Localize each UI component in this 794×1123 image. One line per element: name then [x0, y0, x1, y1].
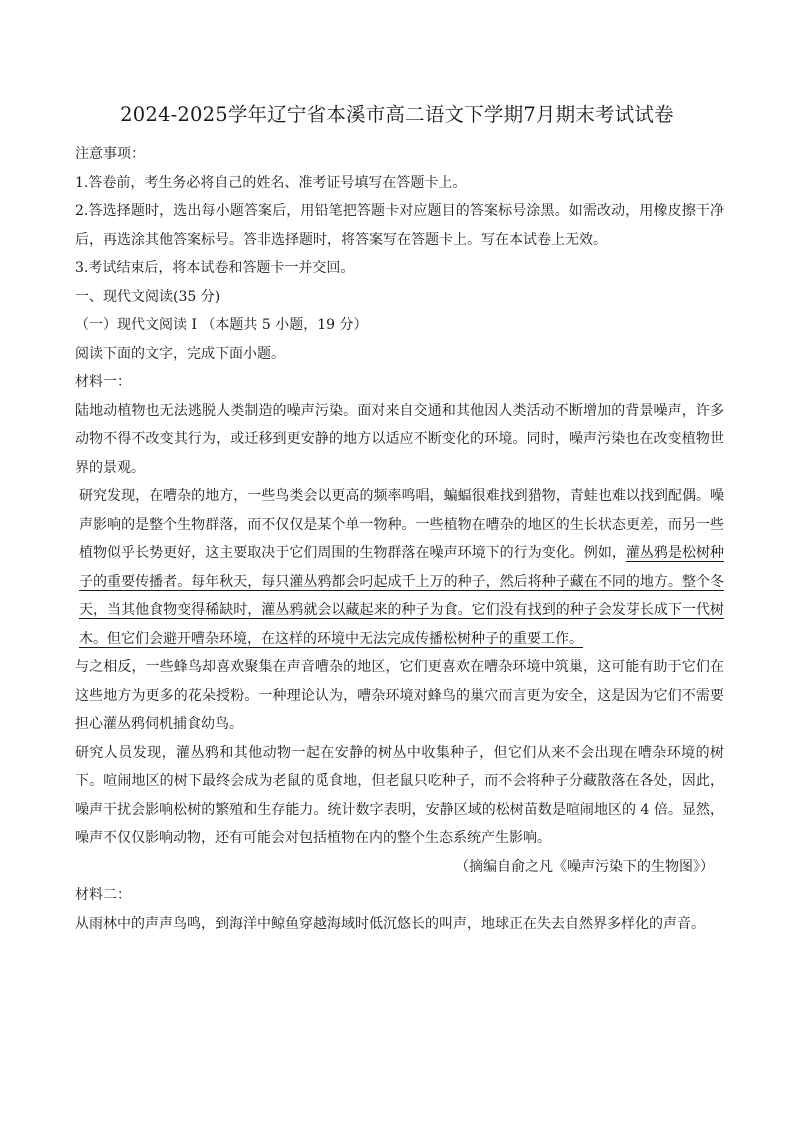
material-1-paragraph-4: 研究人员发现，灌丛鸦和其他动物一起在安静的树丛中收集种子，但它们从来不会出现在嘈杂环境的树下。喧闹地区的树下最终会成为老鼠的觅食地，但老鼠只吃种子，而不会将种子分藏散落在各处，因此，噪声干扰会影响松树的繁殖和生存能力。统计数字表明，安静区域的松树苗数是喧闹地区的 4 倍。显然，噪声不仅仅影响动物，还有可能会对包括植物在内的整个生态系统产生影响。: [75, 744, 724, 846]
material-1-paragraph-3: 与之相反，一些蜂鸟却喜欢聚集在声音嘈杂的地区，它们更喜欢在嘈杂环境中筑巢，这可能有助于它们在这些地方为更多的花朵授粉。一种理论认为，嘈杂环境对蜂鸟的巢穴而言更为安全，这是因为它们不需要担心灌丛鸦伺机捕食幼鸟。: [75, 659, 724, 732]
material-1-label: 材料一：: [75, 374, 131, 390]
sub-section-heading: （一）现代文阅读 I （本题共 5 小题，19 分）: [75, 317, 368, 333]
material-1-source: （摘编自俞之凡《噪声污染下的生物图》）: [455, 858, 714, 875]
instruction-text: 阅读下面的文字，完成下面小题。: [75, 345, 285, 362]
material-2-label: 材料二：: [75, 887, 131, 903]
underlined-passage: 灌丛鸦是松树种子的重要传播者。每年秋天，每只灌丛鸦都会叼起成千上万的种子，然后将种子藏在不同的地方。整个冬天，当其他食物变得稀缺时，灌丛鸦就会以藏起来的种子为食。它们没有找到的种子会发芽长成下一代树木。但它们会避开嘈杂环境，在这样的环境中无法完成传播松树种子的重要工作。: [79, 545, 725, 647]
notice-heading: 注意事项：: [75, 146, 145, 162]
paragraph-text: 研究发现，在嘈杂的地方，一些鸟类会以更高的频率鸣唱，蝙蝠很难找到猎物，青蛙也难以找到配偶。噪声影响的是整个生物群落，而不仅仅是某个单一物种。一些植物在嘈杂的地区的生长状态更差，而另一些植物似乎长势更好，这主要取决于它们周围的生物群落在噪声环境下的行为变化。例如，: [79, 488, 724, 561]
material-2-paragraph-1: 从雨林中的声声鸟鸣，到海洋中鲸鱼穿越海域时低沉悠长的叫声，地球正在失去自然界多样化的声音。: [75, 915, 705, 932]
document-body: [75, 140, 724, 938]
notice-item-2: 2.答选择题时，选出每小题答案后，用铅笔把答题卡对应题目的答案标号涂黑。如需改动，用橡皮擦干净后，再选涂其他答案标号。答非选择题时，将答案写在答题卡上。写在本试卷上无效。: [75, 203, 724, 248]
notice-item-3: 3.考试结束后，将本试卷和答题卡一并交回。: [75, 260, 355, 276]
section-heading: 一、现代文阅读(35 分): [75, 288, 221, 305]
material-1-paragraph-2: [75, 482, 724, 653]
material-1-paragraph-1: 陆地动植物也无法逃脱人类制造的噪声污染。面对来自交通和其他因人类活动不断增加的背景噪声，许多动物不得不改变其行为，或迁移到更安静的地方以适应不断变化的环境。同时，噪声污染也在改变植物世界的景观。: [75, 402, 724, 476]
page-title: 2024-2025学年辽宁省本溪市高二语文下学期7月期末考试试卷: [120, 103, 674, 126]
notice-item-1: 1.答卷前，考生务必将自己的姓名、准考证号填写在答题卡上。: [75, 174, 467, 191]
